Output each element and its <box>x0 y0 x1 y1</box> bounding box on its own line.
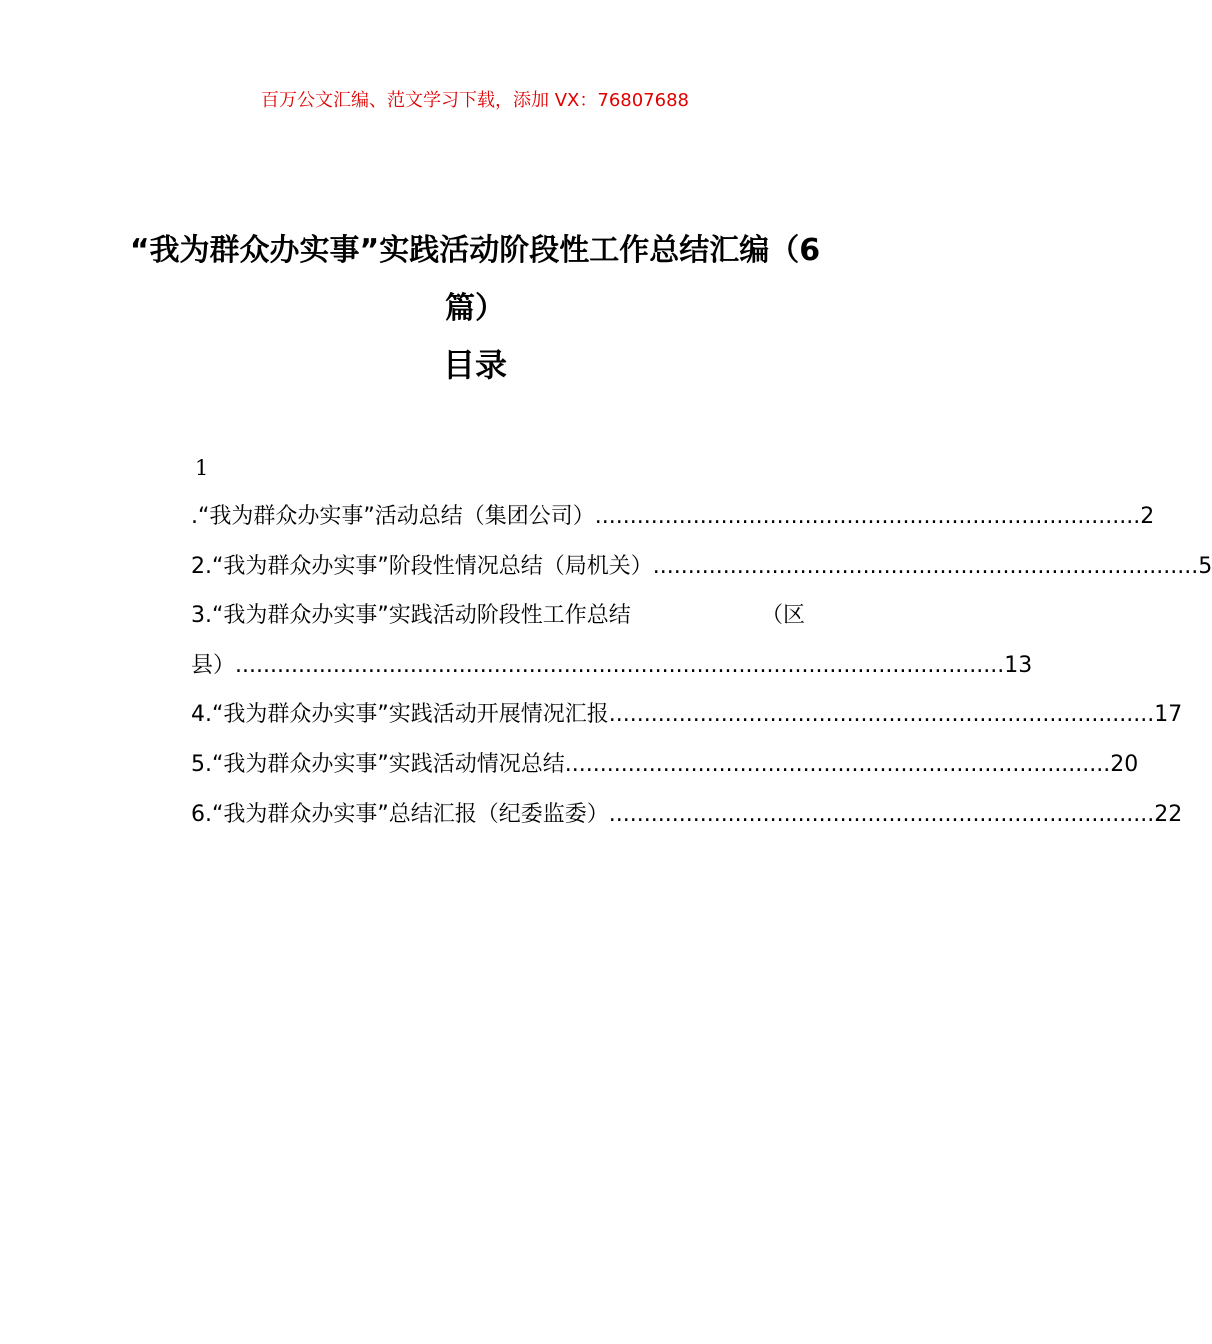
toc-entry-page: 5 <box>1198 553 1212 579</box>
toc-entry[interactable] <box>191 492 1155 542</box>
toc-entry-page: 17 <box>1154 702 1183 728</box>
toc-entry-label-line2: 县） <box>191 652 236 678</box>
toc-leader-dots: .............................................................................................................. <box>235 652 1005 678</box>
toc-entry-page: 20 <box>1110 751 1139 777</box>
toc-entry-label: 4.“我为群众办实事”实践活动开展情况汇报 <box>191 702 609 728</box>
toc-leader-dots: .............................................................................. <box>594 504 1141 529</box>
toc-entry[interactable] <box>191 740 1139 790</box>
toc-entry-page: 13 <box>1004 652 1033 678</box>
toc-number-prefix: 1 <box>195 456 209 480</box>
toc-entry-label-continued: （区 <box>760 603 805 629</box>
toc-entry-label: 5.“我为群众办实事”实践活动情况总结 <box>191 751 565 777</box>
toc-entry-page: 22 <box>1154 801 1183 827</box>
header-note: 百万公文汇编、范文学习下载，添加 VX：76807688 <box>261 90 689 111</box>
toc-entry-page: 2 <box>1140 504 1155 529</box>
toc-entry-label: 3.“我为群众办实事”实践活动阶段性工作总结 <box>191 603 631 629</box>
toc-entry[interactable] <box>191 591 1033 690</box>
toc-heading: 目录 <box>442 346 507 384</box>
toc-leader-dots: .............................................................................. <box>652 553 1199 579</box>
toc-entry[interactable] <box>191 690 1183 740</box>
toc-entry[interactable] <box>191 790 1183 840</box>
toc-entry[interactable] <box>191 542 1212 592</box>
toc-entry-label: 6.“我为群众办实事”总结汇报（纪委监委） <box>191 801 609 827</box>
toc-entry-label: .“我为群众办实事”活动总结（集团公司） <box>191 504 595 529</box>
toc-leader-dots: .............................................................................. <box>608 702 1155 728</box>
document-title: “我为群众办实事”实践活动阶段性工作总结汇编（6篇） <box>129 233 821 326</box>
toc-entry-label: 2.“我为群众办实事”阶段性情况总结（局机关） <box>191 553 653 579</box>
toc-leader-dots: .............................................................................. <box>564 751 1111 777</box>
table-of-contents <box>191 452 1212 839</box>
toc-leader-dots: .............................................................................. <box>608 801 1155 827</box>
